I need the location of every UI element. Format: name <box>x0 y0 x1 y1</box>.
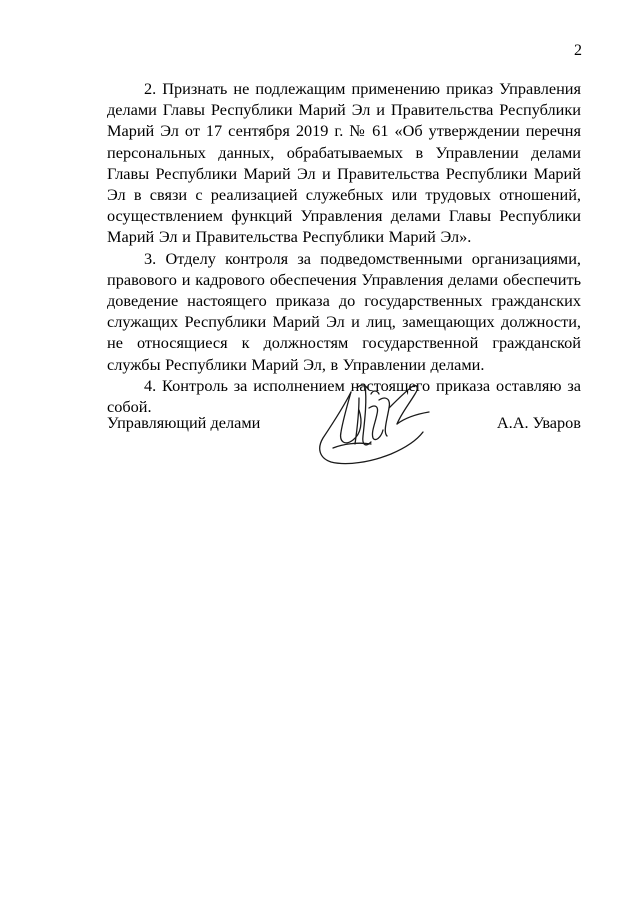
signatory-name: А.А. Уваров <box>496 413 581 432</box>
handwritten-signature <box>313 378 433 470</box>
page-number: 2 <box>574 42 582 59</box>
paragraph-2: 2. Признать не подлежащим применению приказ Управления делами Главы Республики Марий Эл и Правительства Республики Марий Эл от 17 сентября 2019 г. № 61 «Об утверждении перечня персональных данных, обрабатываемых в Управлении делами Главы Республики Марий Эл и Правительства Республики Марий Эл в связи с реализацией служебных или трудовых отношений, осуществлением функций Управления делами Главы Республики Марий Эл и Правительства Республики Марий Эл». <box>107 79 581 247</box>
document-body <box>107 78 581 417</box>
signatory-position: Управляющий делами <box>107 413 261 432</box>
paragraph-3: 3. Отделу контроля за подведомственными организациями, правового и кадрового обеспечения Управления делами обеспечить доведение настоящего приказа до государственных гражданских служащих Республики Марий Эл и лиц, замещающих должности, не относящиеся к должностям государственной гражданской службы Республики Марий Эл, в Управлении делами. <box>107 248 581 374</box>
paragraph-4: 4. Контроль за исполнением настоящего приказа оставляю за собой. <box>107 375 581 417</box>
